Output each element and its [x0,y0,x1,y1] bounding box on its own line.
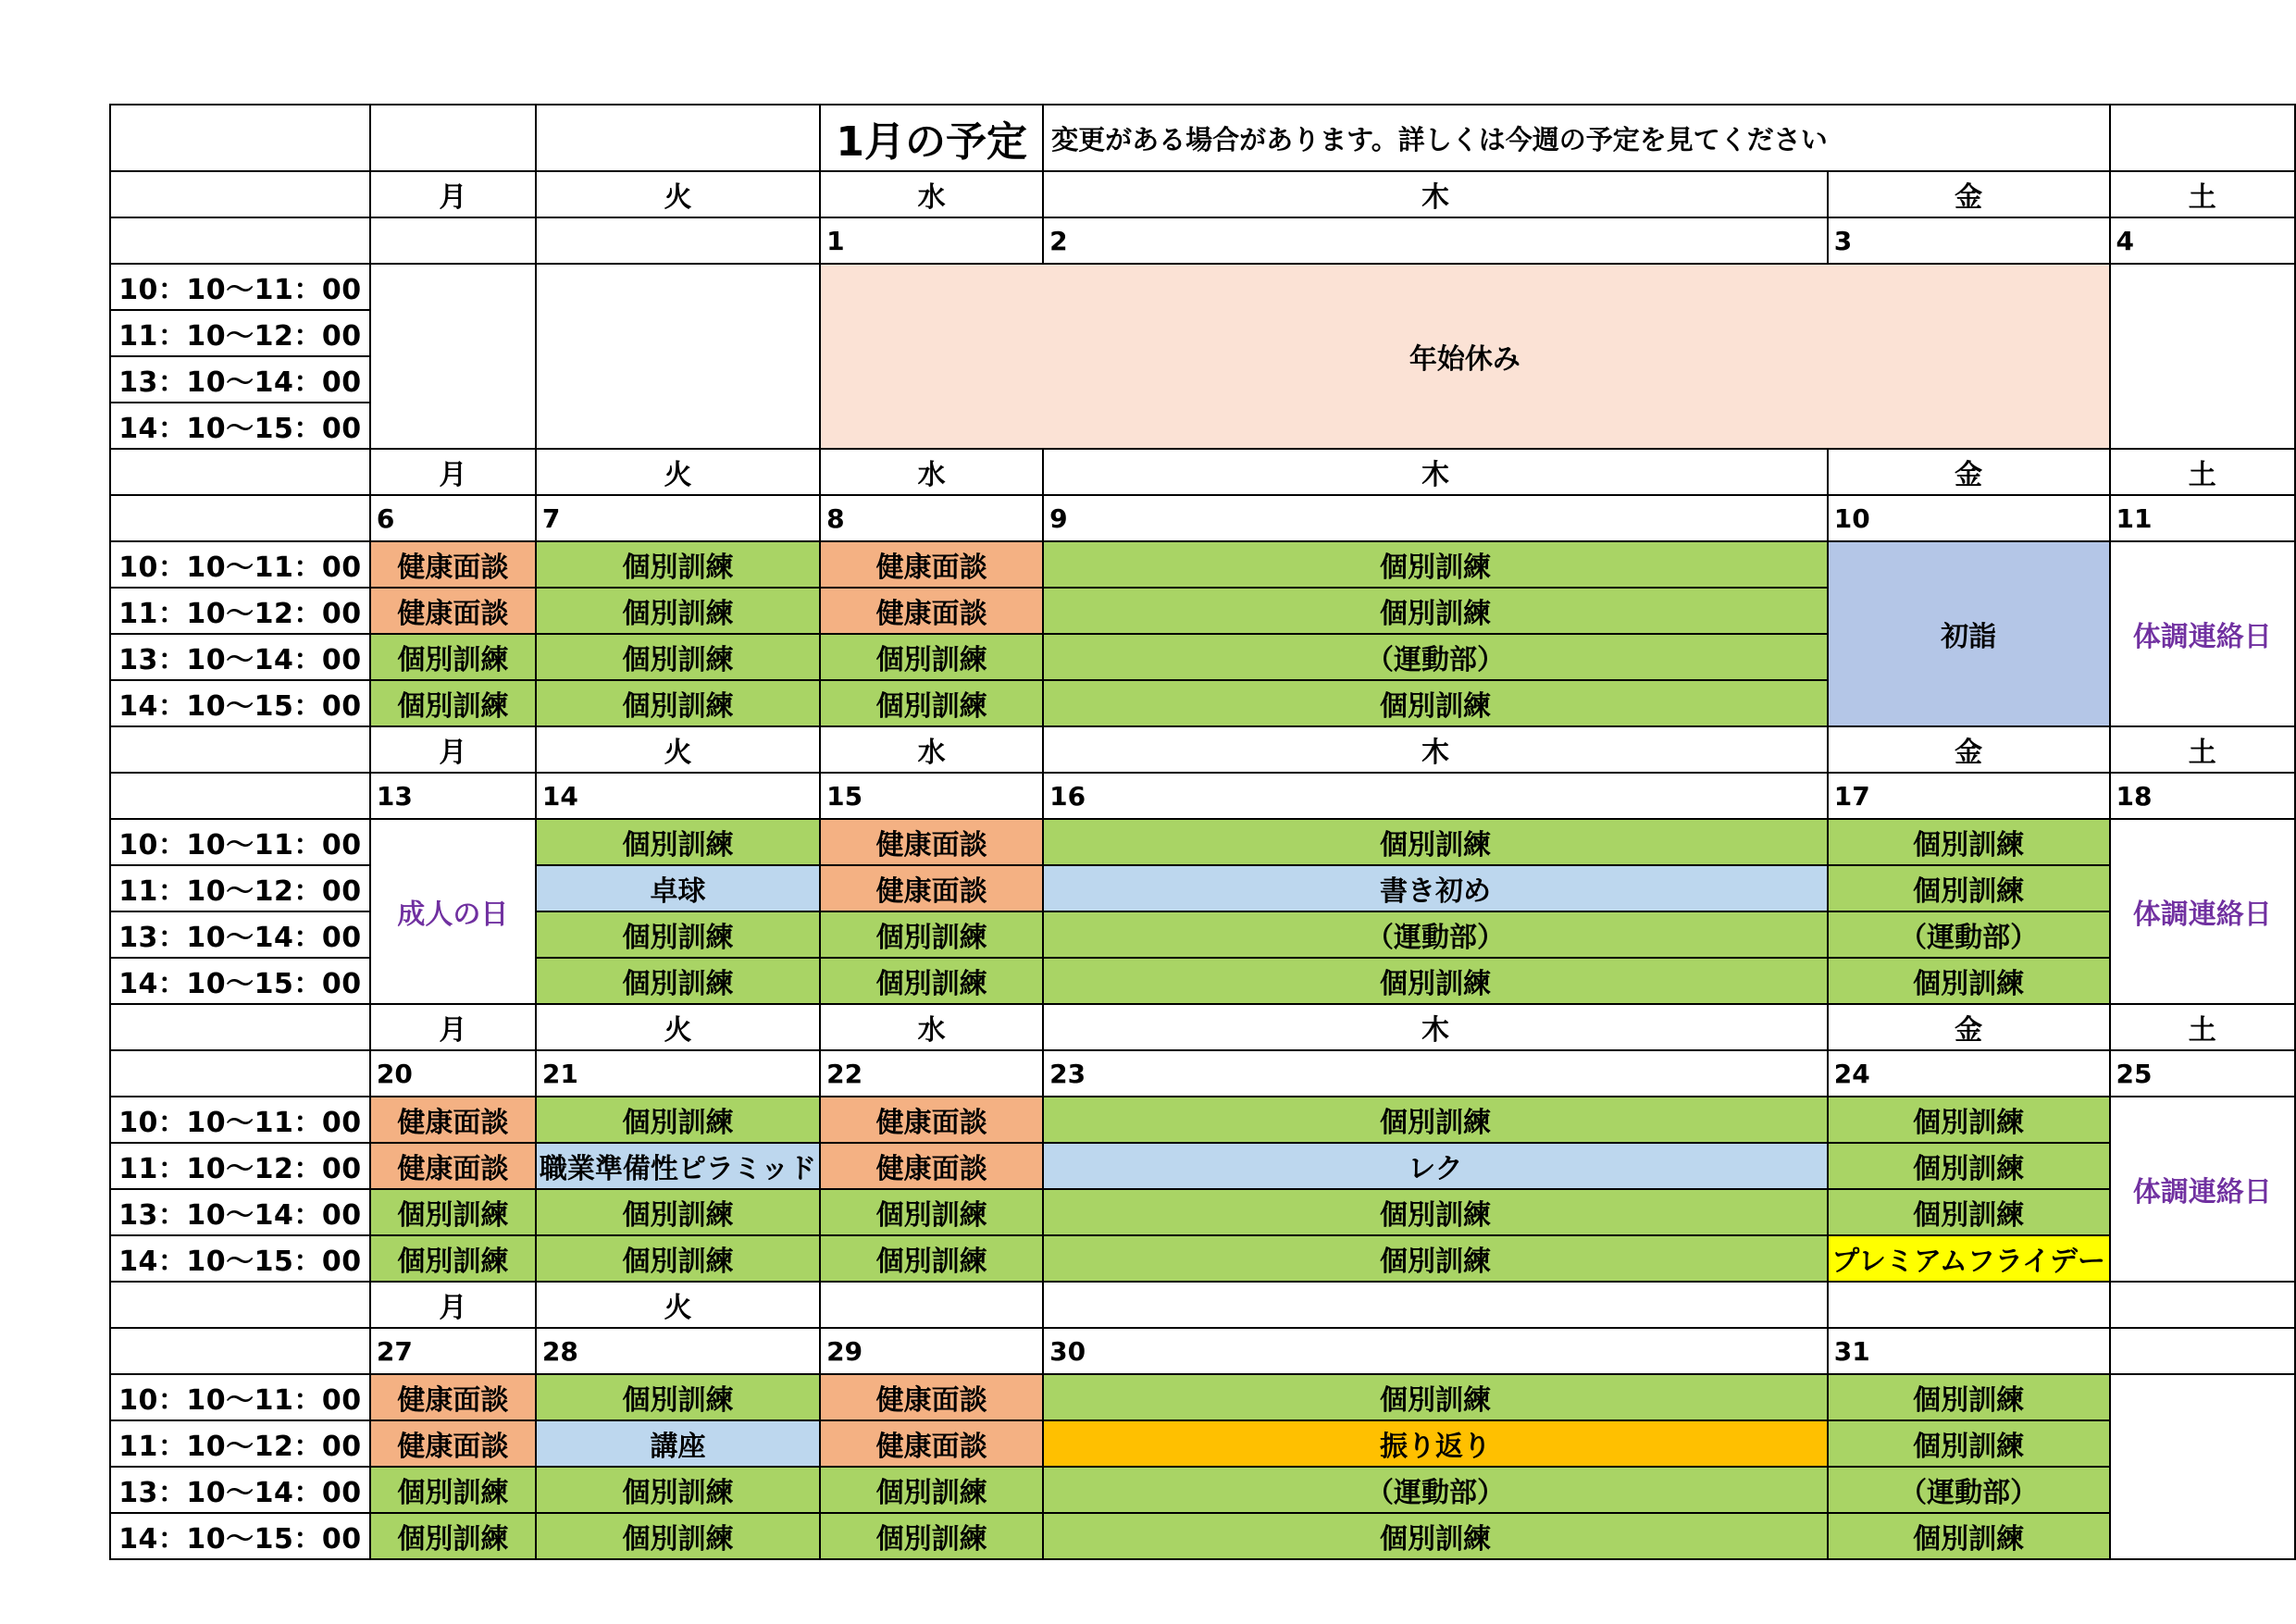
schedule-cell: 個別訓練 [536,958,820,1004]
schedule-cell: 個別訓練 [820,1513,1043,1559]
weekday-header-row [110,1004,2295,1050]
empty-cell [110,217,370,264]
weekday-header: 金 [1828,1004,2110,1050]
time-slot-label: 11：10〜12：00 [110,1143,370,1189]
schedule-cell: 個別訓練 [536,1235,820,1282]
schedule-cell: 健康面談 [820,865,1043,911]
empty-cell [110,1004,370,1050]
time-slot-label: 14：10〜15：00 [110,1513,370,1559]
schedule-cell: （運動部） [1043,1467,1828,1513]
date-number: 15 [820,773,1043,819]
time-slot-label: 13：10〜14：00 [110,356,370,403]
title-row [110,105,2295,171]
weekday-header: 水 [820,726,1043,773]
date-number: 3 [1828,217,2110,264]
time-slot-label: 11：10〜12：00 [110,310,370,356]
slot-row [110,819,2295,865]
weekday-header [1043,1282,1828,1328]
time-slot-label: 13：10〜14：00 [110,911,370,958]
slot-row [110,1420,2295,1467]
slot-row [110,264,2295,310]
time-slot-label: 10：10〜11：00 [110,264,370,310]
schedule-cell: 書き初め [1043,865,1828,911]
slot-row [110,1143,2295,1189]
empty-cell [370,264,536,449]
weekday-header: 金 [1828,171,2110,217]
slot-row [110,1097,2295,1143]
date-number: 23 [1043,1050,1828,1097]
schedule-cell: 個別訓練 [536,911,820,958]
empty-cell [1828,105,2110,171]
empty-cell [110,1328,370,1374]
schedule-cell: （運動部） [1043,911,1828,958]
schedule-cell: 個別訓練 [370,1513,536,1559]
empty-cell [2110,264,2296,449]
page-title: 1月の予定 [820,105,1043,171]
empty-cell [110,726,370,773]
schedule-cell: （運動部） [1043,634,1828,680]
schedule-cell: 健康面談 [370,1374,536,1420]
date-number: 1 [820,217,1043,264]
weekday-header: 木 [1043,1004,1828,1050]
date-number: 9 [1043,495,1828,541]
time-slot-label: 11：10〜12：00 [110,1420,370,1467]
event-cell: 年始休み [820,264,2109,449]
empty-cell [2110,105,2296,171]
weekday-header: 土 [2110,171,2296,217]
schedule-cell: 卓球 [536,865,820,911]
schedule-cell: 個別訓練 [820,634,1043,680]
schedule-cell: 個別訓練 [536,1513,820,1559]
date-number: 2 [1043,217,1828,264]
schedule-cell: 個別訓練 [536,588,820,634]
schedule-cell: 個別訓練 [536,819,820,865]
weekday-header: 金 [1828,726,2110,773]
schedule-cell: 個別訓練 [1043,1374,1828,1420]
schedule-cell: 個別訓練 [1043,958,1828,1004]
weekday-header: 火 [536,171,820,217]
weekday-header: 土 [2110,1004,2296,1050]
empty-cell [110,1050,370,1097]
schedule-cell: 個別訓練 [1828,1189,2110,1235]
date-number: 13 [370,773,536,819]
date-row [110,1328,2295,1374]
schedule-cell: 健康面談 [370,1420,536,1467]
time-slot-label: 10：10〜11：00 [110,541,370,588]
time-slot-label: 14：10〜15：00 [110,1235,370,1282]
schedule-cell: 個別訓練 [820,1467,1043,1513]
holiday-cell: 体調連絡日 [2110,819,2296,1004]
schedule-cell: 個別訓練 [820,1189,1043,1235]
empty-cell [370,105,536,171]
date-number: 27 [370,1328,536,1374]
date-row [110,217,2295,264]
schedule-cell: 個別訓練 [536,541,820,588]
schedule-cell: 個別訓練 [370,1189,536,1235]
date-number: 29 [820,1328,1043,1374]
slot-row [110,541,2295,588]
schedule-cell: 個別訓練 [1043,1097,1828,1143]
date-number: 24 [1828,1050,2110,1097]
weekday-header [820,1282,1043,1328]
weekday-header: 月 [370,726,536,773]
schedule-cell: 健康面談 [820,1143,1043,1189]
time-slot-label: 10：10〜11：00 [110,1097,370,1143]
date-number: 20 [370,1050,536,1097]
slot-row [110,1235,2295,1282]
schedule-cell: 個別訓練 [820,680,1043,726]
schedule-cell: 健康面談 [370,588,536,634]
date-row [110,773,2295,819]
schedule-cell: 個別訓練 [1043,680,1828,726]
weekday-header: 水 [820,1004,1043,1050]
schedule-cell: （運動部） [1828,911,2110,958]
date-number: 7 [536,495,820,541]
slot-row [110,1374,2295,1420]
time-slot-label: 11：10〜12：00 [110,588,370,634]
weekday-header [1828,1282,2110,1328]
schedule-table [109,104,2296,1560]
date-number: 11 [2110,495,2296,541]
time-slot-label: 14：10〜15：00 [110,403,370,449]
schedule-cell: 個別訓練 [820,911,1043,958]
weekday-header: 水 [820,171,1043,217]
slot-row [110,1189,2295,1235]
date-number [536,217,820,264]
time-slot-label: 10：10〜11：00 [110,1374,370,1420]
weekday-header: 月 [370,449,536,495]
time-slot-label: 14：10〜15：00 [110,680,370,726]
weekday-header: 木 [1043,449,1828,495]
date-number: 30 [1043,1328,1828,1374]
schedule-cell: 健康面談 [370,541,536,588]
date-number: 8 [820,495,1043,541]
date-number: 4 [2110,217,2296,264]
weekday-header-row [110,449,2295,495]
schedule-cell: 個別訓練 [536,1374,820,1420]
empty-cell [110,105,370,171]
schedule-cell: 講座 [536,1420,820,1467]
schedule-cell: 個別訓練 [1828,865,2110,911]
date-number: 31 [1828,1328,2110,1374]
weekday-header: 土 [2110,726,2296,773]
weekday-header: 水 [820,449,1043,495]
weekday-header: 月 [370,1004,536,1050]
date-number: 25 [2110,1050,2296,1097]
weekday-header-row [110,171,2295,217]
weekday-header: 火 [536,726,820,773]
schedule-cell: 個別訓練 [1043,1235,1828,1282]
holiday-cell: 体調連絡日 [2110,1097,2296,1282]
notice-text: 変更がある場合があります。詳しくは今週の予定を見てください [1043,105,1828,171]
date-row [110,1050,2295,1097]
schedule-cell: 個別訓練 [1828,1374,2110,1420]
schedule-cell: 個別訓練 [1828,1097,2110,1143]
schedule-cell: 個別訓練 [370,1235,536,1282]
time-slot-label: 13：10〜14：00 [110,1189,370,1235]
schedule-cell: 個別訓練 [820,958,1043,1004]
empty-cell [110,773,370,819]
time-slot-label: 14：10〜15：00 [110,958,370,1004]
date-number: 17 [1828,773,2110,819]
schedule-cell: 振り返り [1043,1420,1828,1467]
empty-cell [110,1282,370,1328]
schedule-cell: 個別訓練 [1043,541,1828,588]
time-slot-label: 13：10〜14：00 [110,634,370,680]
schedule-cell: （運動部） [1828,1467,2110,1513]
schedule-cell: 個別訓練 [1043,819,1828,865]
empty-cell [110,171,370,217]
schedule-cell: 個別訓練 [1043,1189,1828,1235]
schedule-cell: 個別訓練 [820,1235,1043,1282]
slot-row [110,1513,2295,1559]
weekday-header: 金 [1828,449,2110,495]
schedule-cell: 個別訓練 [370,680,536,726]
schedule-cell: 健康面談 [370,1143,536,1189]
slot-row [110,1467,2295,1513]
event-cell: 初詣 [1828,541,2110,726]
schedule-cell: 健康面談 [370,1097,536,1143]
schedule-cell: 個別訓練 [1043,588,1828,634]
date-number: 22 [820,1050,1043,1097]
event-cell [2110,1374,2296,1559]
time-slot-label: 13：10〜14：00 [110,1467,370,1513]
weekday-header: 月 [370,1282,536,1328]
schedule-cell: 健康面談 [820,588,1043,634]
schedule-cell: 健康面談 [820,819,1043,865]
empty-cell [110,449,370,495]
schedule-cell: 個別訓練 [1828,958,2110,1004]
weekday-header-row [110,726,2295,773]
schedule-cell: 個別訓練 [1828,1420,2110,1467]
weekday-header: 火 [536,1282,820,1328]
schedule-cell: 職業準備性ピラミッド [536,1143,820,1189]
date-number: 21 [536,1050,820,1097]
date-number: 28 [536,1328,820,1374]
schedule-cell: 健康面談 [820,541,1043,588]
date-number [370,217,536,264]
empty-cell [110,495,370,541]
schedule-cell: 個別訓練 [536,634,820,680]
schedule-cell: 健康面談 [820,1374,1043,1420]
empty-cell [536,105,820,171]
holiday-cell: 体調連絡日 [2110,541,2296,726]
weekday-header [2110,1282,2296,1328]
weekday-header-row [110,1282,2295,1328]
empty-cell [536,264,820,449]
schedule-cell: 健康面談 [820,1097,1043,1143]
schedule-cell: 個別訓練 [1043,1513,1828,1559]
time-slot-label: 10：10〜11：00 [110,819,370,865]
schedule-cell: 個別訓練 [536,1467,820,1513]
time-slot-label: 11：10〜12：00 [110,865,370,911]
schedule-cell: 個別訓練 [1828,1513,2110,1559]
date-number: 18 [2110,773,2296,819]
schedule-cell: 個別訓練 [1828,1143,2110,1189]
schedule-cell: 個別訓練 [536,1097,820,1143]
schedule-cell: 健康面談 [820,1420,1043,1467]
date-number: 10 [1828,495,2110,541]
schedule-cell: レク [1043,1143,1828,1189]
date-number: 14 [536,773,820,819]
weekday-header: 土 [2110,449,2296,495]
date-number: 16 [1043,773,1828,819]
schedule-cell: 個別訓練 [370,634,536,680]
weekday-header: 木 [1043,171,1828,217]
schedule-cell: 個別訓練 [1828,819,2110,865]
date-row [110,495,2295,541]
weekday-header: 火 [536,449,820,495]
schedule-cell: 個別訓練 [536,1189,820,1235]
date-number: 6 [370,495,536,541]
schedule-cell: 個別訓練 [370,1467,536,1513]
schedule-cell: 個別訓練 [536,680,820,726]
weekday-header: 月 [370,171,536,217]
holiday-cell: 成人の日 [370,819,536,1004]
schedule-cell: プレミアムフライデー [1828,1235,2110,1282]
date-number [2110,1328,2296,1374]
weekday-header: 火 [536,1004,820,1050]
weekday-header: 木 [1043,726,1828,773]
